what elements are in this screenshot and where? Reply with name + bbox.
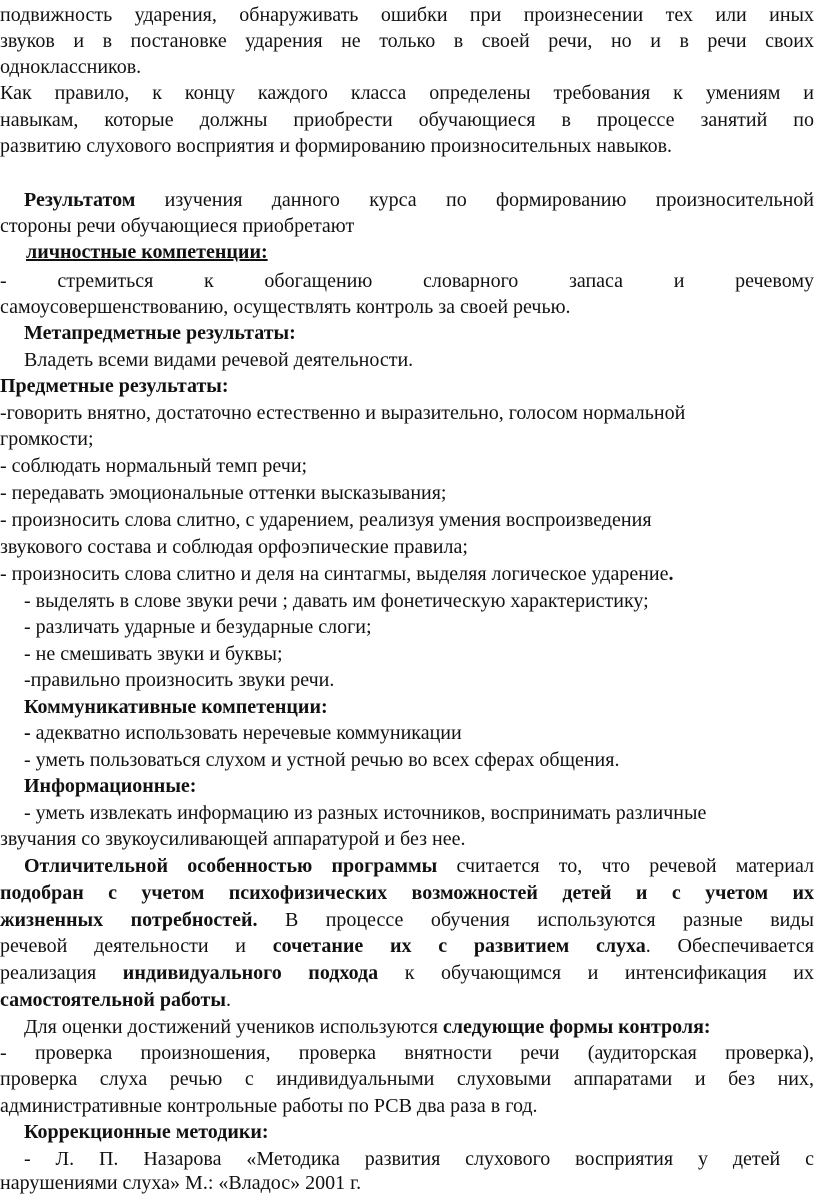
text-line: реализация индивидуального подхода к обучающимся и интенсификация их bbox=[0, 962, 814, 984]
text-line: - проверка произношения, проверка внятности речи (аудиторская проверка), bbox=[0, 1042, 814, 1064]
text-line: - стремиться к обогащению словарного запаса и речевому bbox=[0, 270, 814, 292]
bold-term: Результатом bbox=[24, 189, 136, 211]
text-line: проверка слуха речью с индивидуальными слуховыми аппаратами и без них, bbox=[0, 1068, 814, 1090]
text-line: - произносить слова слитно и деля на синтагмы, выделяя логическое ударение. bbox=[0, 563, 674, 585]
text-line: - различать ударные и безударные слоги; bbox=[24, 616, 372, 638]
text-line: - уметь извлекать информацию из разных источников, воспринимать различные bbox=[24, 802, 707, 824]
section-heading: личностные компетенции: bbox=[26, 241, 268, 263]
text-line: - адекватно использовать неречевые коммуникации bbox=[24, 722, 462, 744]
section-heading: Предметные результаты: bbox=[0, 375, 229, 397]
text-line: - Л. П. Назарова «Методика развития слухового восприятия у детей с bbox=[24, 1148, 814, 1170]
text-line: - не смешивать звуки и буквы; bbox=[24, 643, 283, 665]
text-line: развитию слухового восприятия и формированию произносительных навыков. bbox=[0, 135, 673, 157]
text-line: речевой деятельности и сочетание их с развитием слуха. Обеспечивается bbox=[0, 935, 814, 957]
text-line: стороны речи обучающиеся приобретают bbox=[0, 215, 355, 237]
text-line: навыкам, которые должны приобрести обучающиеся в процессе занятий по bbox=[0, 109, 814, 131]
section-heading: Коммуникативные компетенции: bbox=[24, 696, 328, 718]
text-line: -правильно произносить звуки речи. bbox=[24, 669, 335, 691]
text-line: административные контрольные работы по РСВ два раза в год. bbox=[0, 1095, 538, 1117]
text-line: звучания со звукоусиливающей аппаратурой и без нее. bbox=[0, 828, 466, 850]
text-line: нарушениями слуха» М.: «Владос» 2001 г. bbox=[0, 1172, 362, 1194]
text-line: жизненных потребностей. В процессе обучения используются разные виды bbox=[0, 909, 814, 931]
text-line: одноклассников. bbox=[0, 56, 142, 78]
text-line: самостоятельной работы. bbox=[0, 989, 231, 1011]
text-line: - выделять в слове звуки речи ; давать им фонетическую характеристику; bbox=[24, 590, 649, 612]
text-line: Отличительной особенностью программы считается то, что речевой материал bbox=[24, 855, 814, 877]
section-heading: Информационные: bbox=[24, 775, 197, 797]
text-line: громкости; bbox=[0, 428, 94, 450]
text-line: звукового состава и соблюдая орфоэпические правила; bbox=[0, 536, 468, 558]
text-line: Для оценки достижений учеников используются следующие формы контроля: bbox=[24, 1016, 711, 1038]
text-line: подобран с учетом психофизических возможностей детей и с учетом их bbox=[0, 882, 814, 904]
text-line: - уметь пользоваться слухом и устной речью во всех сферах общения. bbox=[24, 749, 620, 771]
text-line: самоусовершенствованию, осуществлять контроль за своей речью. bbox=[0, 296, 571, 318]
text-line: Результатом изучения данного курса по формированию произносительной bbox=[24, 189, 814, 211]
section-heading: Метапредметные результаты: bbox=[24, 322, 296, 344]
text-line: - произносить слова слитно, с ударением, реализуя умения воспроизведения bbox=[0, 509, 652, 531]
text-line: Владеть всеми видами речевой деятельности. bbox=[24, 349, 414, 371]
text-line: - соблюдать нормальный темп речи; bbox=[0, 455, 308, 477]
text-line: звуков и в постановке ударения не только в своей речи, но и в речи своих bbox=[0, 30, 814, 52]
section-heading: Коррекционные методики: bbox=[24, 1121, 269, 1143]
text-line: - передавать эмоциональные оттенки высказывания; bbox=[0, 482, 447, 504]
text-line: Как правило, к концу каждого класса определены требования к умениям и bbox=[0, 82, 814, 104]
text-line: -говорить внятно, достаточно естественно и выразительно, голосом нормальной bbox=[0, 402, 686, 424]
text-line: подвижность ударения, обнаруживать ошибки при произнесении тех или иных bbox=[0, 4, 814, 26]
